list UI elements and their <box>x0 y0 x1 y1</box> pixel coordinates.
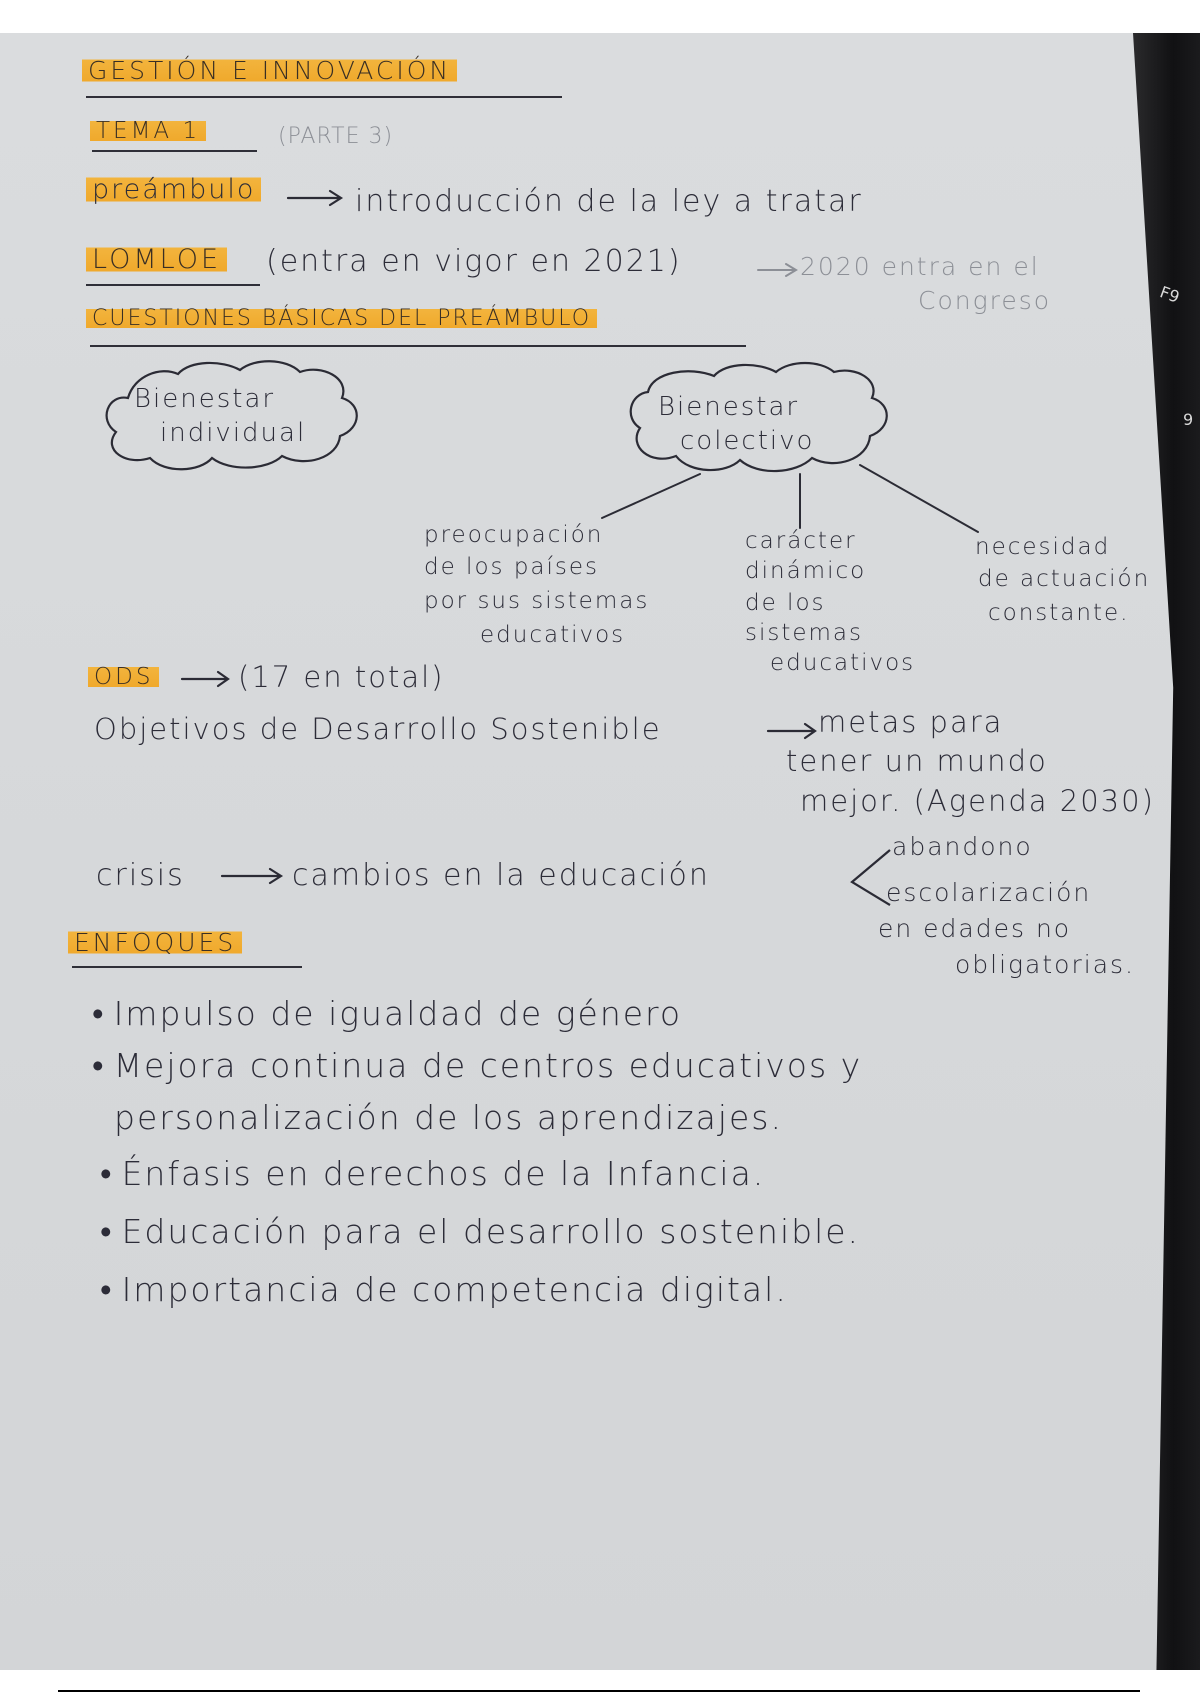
crisis-effect: cambios en la educación <box>292 858 710 893</box>
ods-term: ODS <box>88 664 159 690</box>
preamble-term: preámbulo <box>86 174 261 205</box>
branch-1-line-2: de los países <box>424 554 600 580</box>
branch-2-line-3: de los <box>745 590 826 616</box>
approach-item-2: • Mejora continua de centros educativos y <box>92 1046 863 1085</box>
ods-meaning-1: metas para <box>818 705 1004 739</box>
cloud-right-line-1: Bienestar <box>658 392 800 422</box>
branch-3-line-3: constante. <box>988 600 1130 626</box>
arrow-icon <box>768 724 815 738</box>
approach-item-2-continued: personalización de los aprendizajes. <box>114 1098 783 1137</box>
arrow-icon <box>288 191 341 205</box>
arrow-icon <box>182 672 228 686</box>
crisis-branch-a: abandono <box>892 832 1033 861</box>
approaches-underline <box>72 966 302 968</box>
preamble-definition: introducción de la ley a tratar <box>355 184 863 219</box>
bullet-icon: • <box>92 1046 106 1085</box>
ods-meaning-2: tener un mundo <box>786 744 1048 778</box>
branch-2-line-5: educativos <box>770 650 916 676</box>
bullet-icon: • <box>100 1154 114 1193</box>
ods-full-name: Objetivos de Desarrollo Sostenible <box>94 712 662 746</box>
crisis-term: crisis <box>96 858 185 893</box>
cloud-icon <box>107 361 357 469</box>
branch-lines <box>602 465 978 532</box>
edge-mark-f9: F9 <box>1157 282 1183 307</box>
branch-2-line-1: carácter <box>745 528 857 554</box>
crisis-branch-b-1: escolarización <box>886 878 1092 907</box>
cloud-left-line-1: Bienestar <box>134 384 276 414</box>
page-bottom-rule <box>58 1690 1140 1692</box>
crisis-branch-b-3: obligatorias. <box>955 950 1135 979</box>
ods-meaning-3: mejor. (Agenda 2030) <box>800 784 1155 818</box>
branch-3-line-1: necesidad <box>975 534 1111 560</box>
law-term: LOMLOE <box>86 244 227 275</box>
cloud-left-line-2: individual <box>160 418 307 448</box>
approach-item-4: • Educación para el desarrollo sostenible. <box>100 1212 861 1251</box>
branch-1-line-3: por sus sistemas <box>424 588 650 614</box>
law-side-note-1: 2020 entra en el <box>800 252 1040 281</box>
bullet-icon: • <box>100 1270 114 1309</box>
arrow-icon <box>222 869 281 883</box>
arrow-icon <box>758 264 796 276</box>
cloud-right-line-2: colectivo <box>680 426 815 456</box>
approaches-heading: ENFOQUES <box>68 928 242 957</box>
subject-title: GESTIÓN E INNOVACIÓN <box>82 56 457 85</box>
topic-label: TEMA 1 <box>90 118 206 144</box>
bullet-icon: • <box>100 1212 114 1251</box>
bracket-icon <box>852 850 890 905</box>
branch-3-line-2: de actuación <box>978 566 1151 592</box>
ods-count-note: (17 en total) <box>238 660 445 694</box>
approach-item-5: • Importancia de competencia digital. <box>100 1270 788 1309</box>
branch-2-line-2: dinámico <box>745 558 867 584</box>
approach-item-3: • Énfasis en derechos de la Infancia. <box>100 1154 766 1193</box>
bullet-icon: • <box>92 994 106 1033</box>
topic-part: (PARTE 3) <box>278 124 394 149</box>
law-side-note-2: Congreso <box>918 286 1052 315</box>
branch-2-line-4: sistemas <box>745 620 864 646</box>
branch-1-line-4: educativos <box>480 622 626 648</box>
law-note: (entra en vigor en 2021) <box>266 244 682 279</box>
crisis-branch-b-2: en edades no <box>878 914 1072 943</box>
approach-item-1: • Impulso de igualdad de género <box>92 994 683 1033</box>
edge-mark-9: 9 <box>1183 410 1194 429</box>
preamble-heading: CUESTIONES BÁSICAS DEL PREÁMBULO <box>86 306 597 331</box>
branch-1-line-1: preocupación <box>424 522 604 548</box>
